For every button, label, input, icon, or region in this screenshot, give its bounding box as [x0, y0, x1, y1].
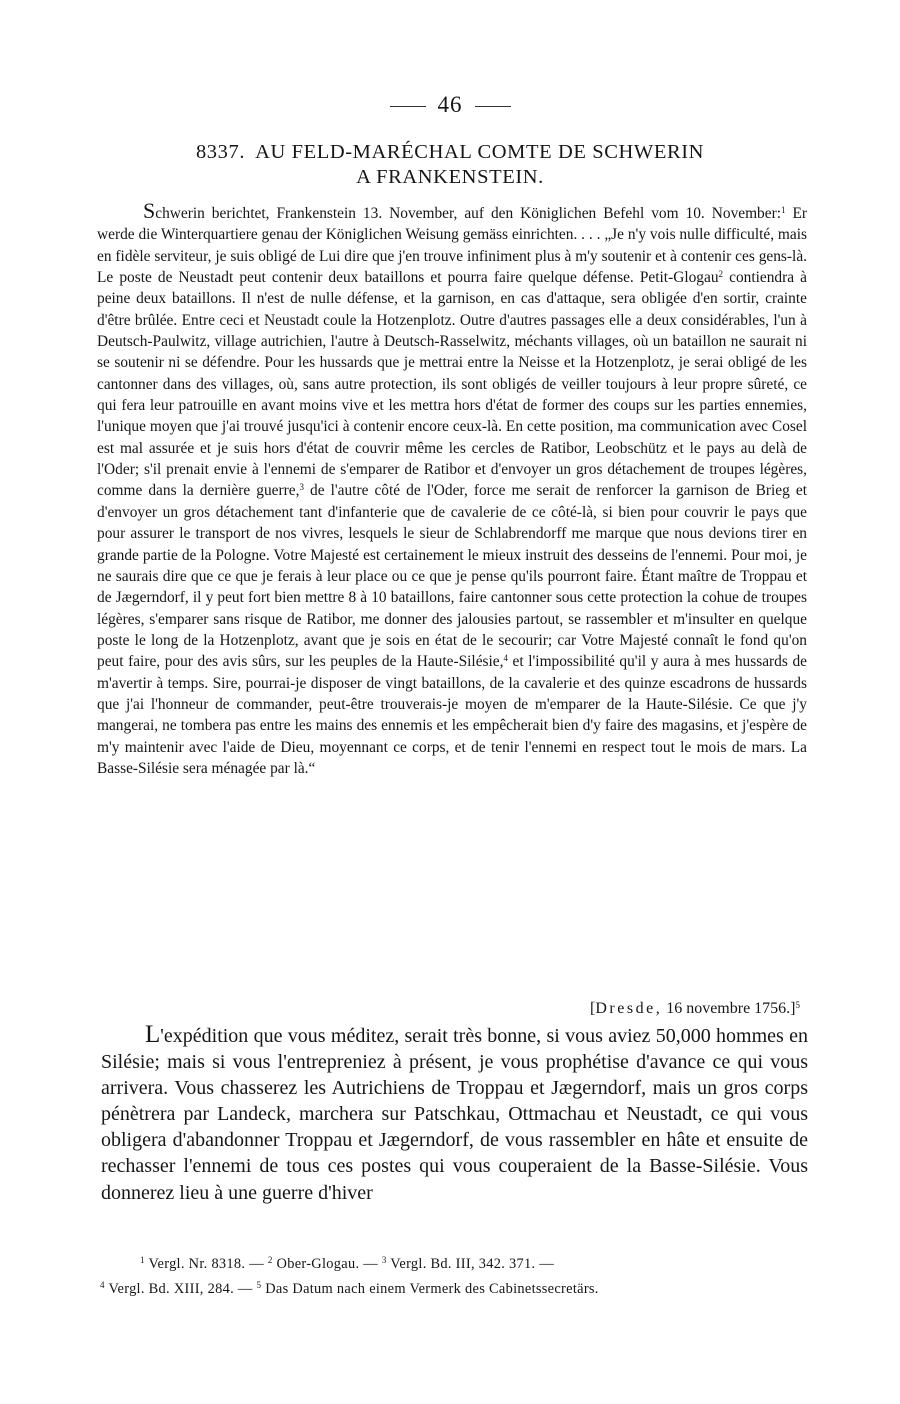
- letter-number: 8337.: [195, 141, 246, 163]
- report-text-4: de l'autre côté de l'Oder, force me serait de renforcer la garnison de Brieg et d'envoyer un gros détachement tant d'infanterie que de cavalerie de ce côté-là, si bien pour couvrir le pays que pour assurer le transport de nos vivres, lesquels le sieur de Schlabrendorff me marque que nous devions tirer en grande partie de la Pologne. Votre Majesté est certainement le mieux instruit des desseins de l'ennemi. Pour moi, je ne saurais dire que ce que je ferais à leur place ou ce que je pense qu'ils pourront faire. Étant maître de Troppau et de Jægerndorf, il y peut fort bien mettre 8 à 10 bataillons, faire cantonner sous cette protection la cohue de troupes légères, s'emparer sans risque de Ratibor, me donner des jalousies partout, se rassembler et m'insulter en quelque poste le long de la Hotzenplotz, avant que je sois en état de le secourir; car Votre Majesté connaît le fond qu'on peut faire, pour des avis sûrs, sur les peuples de la Haute-Silésie,: [97, 482, 807, 671]
- heading-line-2: A FRANKENSTEIN.: [356, 166, 544, 188]
- footnote-ref-5: 5: [795, 1000, 800, 1010]
- footnote-line-2: $^4$ Vergl. Bd. XIII, 284. — $^5$ Das Datum nach einem Vermerk des Cabinetssecretärs.: [100, 1280, 599, 1297]
- letter-heading: [100, 140, 800, 190]
- answer-text: 'expédition que vous méditez, serait très bonne, si vous aviez 50,000 hommes en Silésie; mais si vous l'entrepreniez à présent, je vous prophétise d'avance ce qui vous arrivera. Vous chasserez les Autrichiens de Troppau et Jægerndorf, mais un gros corps pénètrera par Landeck, marchera sur Patschkau, Ottmachau et Neustadt, ce qui vous obligera d'abandonner Troppau et Jægerndorf, de vous rassembler en hâte et ensuite de rechasser l'ennemi de tous ces postes qui vous couperaient de la Basse-Silésie. Vous donnerez lieu à une guerre d'hiver: [101, 1025, 808, 1204]
- heading-line-1: [100, 140, 800, 165]
- dateline-date: 16 novembre 1756.]: [662, 1000, 796, 1017]
- footnote-ref-2: 2: [718, 269, 724, 280]
- footnotes: [100, 1252, 810, 1302]
- report-text-5: et l'impossibilité qu'il y aura à mes hussards de m'avertir à temps. Sire, pourrai-je disposer de vingt bataillons, de la cavalerie et des quinze escadrons de hussards que j'ai l'honneur de commander, peut-être trouverais-je moyen de m'emparer de la Haute-Silésie. Ce que j'y mangerai, ne tombera pas entre les mains des ennemis et les empêcherait bien d'y faire des magasins, et j'espère de m'y maintenir avec l'aide de Dieu, moyennant ce corps, et de tenir l'ennemi en respect tout le mois de mars. La Basse-Silésie sera ménagée par là.“: [97, 653, 807, 777]
- report-text-3: contiendra à peine deux bataillons. Il n'est de nulle défense, et la garnison, en cas d'attaque, sera obligée d'en sortir, crainte d'être brûlée. Entre ceci et Neustadt coule la Hotzenplotz. Outre d'autres passages elle a deux considérables, l'un à Deutsch-Paulwitz, village autrichien, l'autre à Deutsch-Rasselwitz, méchants villages, où un bataillon ne saurait ni se soutenir ni se défendre. Pour les hussards que je mettrai entre la Neisse et la Hotzenplotz, je serai obligé de les cantonner dans des villages, où, sans autre protection, ils sont obligés de veiller toujours à leur propre sûreté, ce qui fera leur patrouille en avant moins vive et les mettra hors d'état de former des coups sur les parties ennemies, l'unique moyen que j'ai trouvé jusqu'ici à contenir encore ceux-là. En cette position, ma communication avec Cosel est mal assurée et je suis hors d'état de couvrir même les cercles de Ratibor, Leobschütz et le pays au delà de l'Oder; s'il prenait envie à l'ennemi de s'emparer de Ratibor et d'envoyer un gros détachement de troupes légères, comme dans la dernière guerre,: [97, 269, 807, 500]
- footnote-ref-4: 4: [503, 653, 508, 664]
- page-number-text: 46: [437, 92, 463, 117]
- page-number: [0, 92, 900, 118]
- report-text-2: Er werde die Winterquartiere genau der Königlichen Weisung gemäss einrichten. . . . „Je n'y vois nulle difficulté, mais en fidèle serviteur, je suis obligé de Lui dire que j'en trouve infiniment plus à m'y soutenir et à contenir ces gens-là. Le poste de Neustadt peut contenir deux bataillons et pourra faire quelque défense. Petit-Glogau: [97, 205, 808, 287]
- footnote-line-1: $^1$ Vergl. Nr. 8318. — $^2$ Ober-Glogau. — $^3$ Vergl. Bd. III, 342. 371. —: [140, 1255, 555, 1272]
- dash-left: [390, 106, 426, 107]
- dash-right: [475, 106, 511, 107]
- dateline-city: Dresde,: [595, 1000, 663, 1017]
- dateline: [Dresde, 16 novembre 1756.]$^5$: [590, 1000, 800, 1017]
- heading-title: AU FELD-MARÉCHAL COMTE DE SCHWERIN: [255, 141, 705, 163]
- answer-initial: L: [145, 1021, 161, 1048]
- drop-initial: S: [143, 198, 156, 223]
- schwerin-report: [97, 198, 808, 779]
- footnote-ref-3: 3: [299, 482, 304, 493]
- report-text-1: chwerin berichtet, Frankenstein 13. November, auf den Königlichen Befehl vom 10. November:: [155, 205, 781, 222]
- king-answer: [101, 1023, 808, 1206]
- footnote-ref-1: 1: [781, 205, 786, 215]
